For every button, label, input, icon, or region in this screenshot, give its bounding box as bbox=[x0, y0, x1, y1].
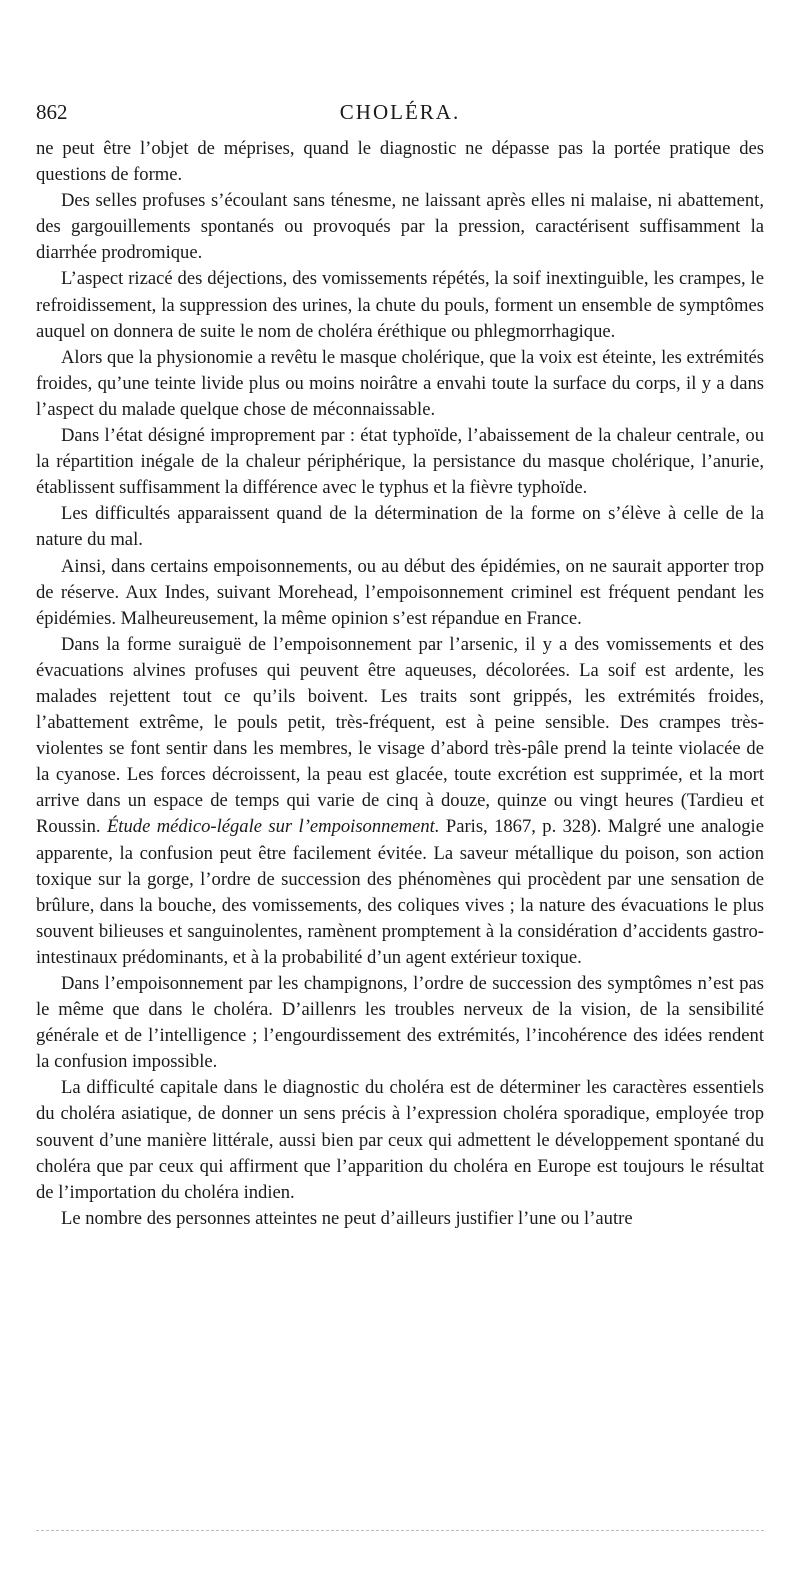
paragraph-text: Dans la forme suraiguë de l’empoisonnement par l’arsenic, il y a des vomissements et des évacuations alvines profuses qui peuvent être aqueuses, décolorées. La soif est ardente, les malades rejettent tout ce qu’ils boivent. Les traits sont grippés, les extrémités froides, l’abattement extrême, le pouls petit, très-fréquent, est à peine sensible. Des crampes très-violentes se font sentir dans les membres, le visage d’abord très-pâle prend la teinte violacée de la cyanose. Les forces décroissent, la peau est glacée, toute excrétion est supprimée, et la mort arrive dans un espace de temps qui varie de cinq à douze, quinze ou vingt heures (Tardieu et Roussin. bbox=[36, 633, 764, 838]
paragraph-arsenic bbox=[36, 632, 764, 971]
paragraph-text: Paris, 1867, p. 328). Malgré une analogie apparente, la confusion peut être facilement évitée. La saveur métallique du poison, son action toxique sur la gorge, l’ordre de succession des phénomènes qui procèdent par une sensation de brûlure, dans la bouche, des vomissements, des coliques vives ; la nature des évacuations le plus souvent bilieuses et sanguinolentes, ramènent promptement à la considération d’accidents gastro-intestinaux prédominants, et à la probabilité d’un agent extérieur toxique. bbox=[36, 816, 764, 968]
paragraph: Dans l’empoisonnement par les champignons, l’ordre de succession des symptômes n’est pas le même que dans le choléra. D’aillenrs les troubles nerveux de la vision, de la sensibilité générale et de l’intelligence ; l’engourdissement des extrémités, l’incohérence des idées rendent la confusion impossible. bbox=[36, 973, 764, 1073]
paragraph: Les difficultés apparaissent quand de la détermination de la forme on s’élève à celle de la nature du mal. bbox=[36, 503, 764, 551]
running-head bbox=[36, 100, 764, 136]
paragraph: Ainsi, dans certains empoisonnements, ou au début des épidémies, on ne saurait apporter trop de réserve. Aux Indes, suivant Morehead, l’empoisonnement criminel est fréquent pendant les épidémies. Malheureusement, la même opinion s’est répandue en France. bbox=[36, 555, 764, 629]
paragraph: Des selles profuses s’écoulant sans ténesme, ne laissant après elles ni malaise, ni abattement, des gargouillements spontanés ou provoqués par la pression, caractérisent suffisamment la diarrhée prodromique. bbox=[36, 190, 764, 264]
paragraph: La difficulté capitale dans le diagnostic du choléra est de déterminer les caractères essentiels du choléra asiatique, de donner un sens précis à l’expression choléra sporadique, employée trop souvent d’une manière littérale, aussi bien par ceux qui admettent le développement spontané du choléra que par ceux qui affirment que l’apparition du choléra en Europe est toujours le résultat de l’importation du choléra indien. bbox=[36, 1077, 764, 1203]
paragraph: Alors que la physionomie a revêtu le masque cholérique, que la voix est éteinte, les extrémités froides, qu’une teinte livide plus ou moins noirâtre a envahi toute la surface du corps, il y a dans l’aspect du malade quelque chose de méconnaissable. bbox=[36, 346, 764, 420]
paragraph: L’aspect rizacé des déjections, des vomissements répétés, la soif inextinguible, les crampes, le refroidissement, la suppression des urines, la chute du pouls, forment un ensemble de symptômes auquel on donnera de suite le nom de choléra éréthique ou phlegmorrhagique. bbox=[36, 268, 764, 342]
running-title: CHOLÉRA. bbox=[339, 100, 461, 124]
book-title-citation: Étude médico-légale sur l’empoisonnement. bbox=[106, 816, 440, 838]
paragraph: ne peut être l’objet de méprises, quand le diagnostic ne dépasse pas la portée pratique des questions de forme. bbox=[36, 138, 764, 186]
paragraph: Le nombre des personnes atteintes ne peut d’ailleurs justifier l’une ou l’autre bbox=[61, 1207, 633, 1229]
page-number: 862 bbox=[36, 100, 68, 124]
paragraph: Dans l’état désigné improprement par : état typhoïde, l’abaissement de la chaleur centrale, ou la répartition inégale de la chaleur périphérique, la persistance du masque cholérique, l’anurie, établissent suffisamment la différence avec le typhus et la fièvre typhoïde. bbox=[36, 425, 764, 499]
page-bottom-edge bbox=[36, 1530, 764, 1531]
body-text bbox=[36, 136, 764, 1232]
book-page bbox=[36, 100, 764, 1232]
